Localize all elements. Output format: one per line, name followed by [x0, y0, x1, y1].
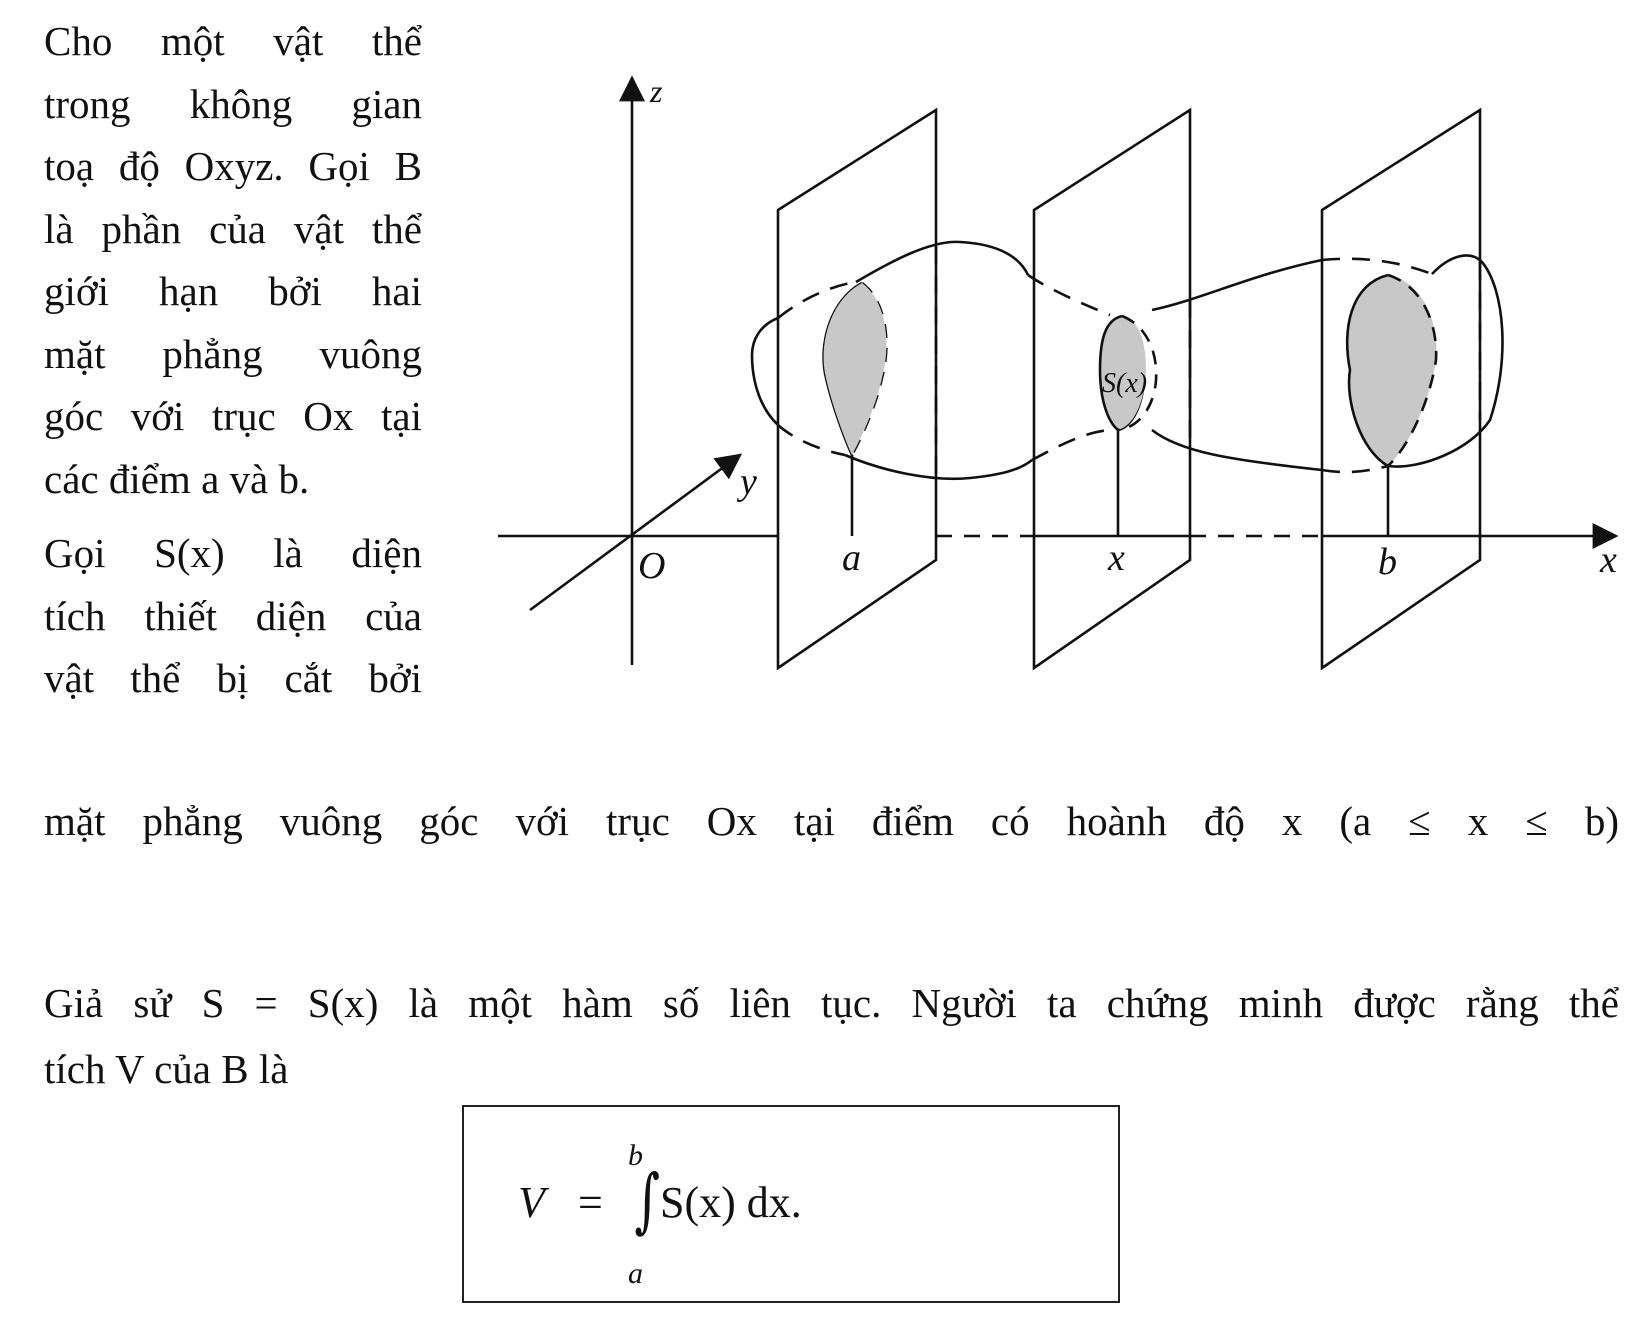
y-axis-label: y [740, 461, 757, 503]
point-a-label: a [842, 537, 861, 579]
text-line: Cho một vật thể [44, 18, 422, 64]
origin-label: O [638, 545, 666, 587]
text-line: góc với trục Ox tại [44, 393, 422, 439]
integrand: S(x) dx. [660, 1178, 802, 1227]
x-axis-label: x [1600, 539, 1617, 581]
body-hidden-bottom-right [1322, 466, 1388, 472]
text-line: là phần của vật thể [44, 205, 422, 252]
body-top-2 [1152, 260, 1322, 310]
text-line: vật thể bị cắt bởi [44, 655, 422, 701]
text-line: tích V của B là [44, 1046, 289, 1092]
integral-sign: ∫ [634, 1159, 661, 1241]
text-line: Gọi S(x) là diện [44, 530, 422, 576]
body-left-end [752, 318, 778, 425]
text-line: trong không gian [44, 80, 422, 127]
section-b-fill [1347, 275, 1436, 466]
text-line: tích thiết diện của [44, 592, 422, 639]
integral-upper-limit: b [628, 1139, 643, 1172]
text-line: mặt phẳng vuông [44, 330, 422, 377]
body-top-1 [856, 242, 1028, 282]
body-hidden-top-right [1322, 259, 1432, 274]
z-axis-label: z [650, 73, 663, 109]
section-area-label: S(x) [1102, 368, 1148, 399]
point-x-label: x [1108, 537, 1125, 579]
text-line: Giả sử S = S(x) là một hàm số liên tục. Người ta chứng minh được rằng thể [44, 980, 1619, 1026]
body-hidden-bottom-mid [1032, 430, 1110, 460]
integral-lower-limit: a [628, 1257, 643, 1290]
body-bottom-1 [845, 455, 1032, 479]
body-hidden-top-mid [1028, 275, 1110, 315]
section-a-fill [824, 283, 887, 455]
volume-formula-box [462, 1105, 1120, 1303]
y-axis [530, 455, 740, 610]
formula-equals: = [578, 1178, 603, 1227]
text-line: toạ độ Oxyz. Gọi B [44, 143, 422, 189]
text-line: giới hạn bởi hai [44, 268, 422, 314]
text-line: các điểm a và b. [44, 455, 310, 502]
formula-lhs: V [518, 1178, 545, 1227]
body-bottom-2 [1152, 430, 1322, 470]
body-hidden-bottom-left [778, 425, 845, 455]
point-b-label: b [1378, 541, 1397, 583]
continuation-line: mặt phẳng vuông góc với trục Ox tại điểm có hoành độ x (a ≤ x ≤ b) [44, 798, 1619, 844]
